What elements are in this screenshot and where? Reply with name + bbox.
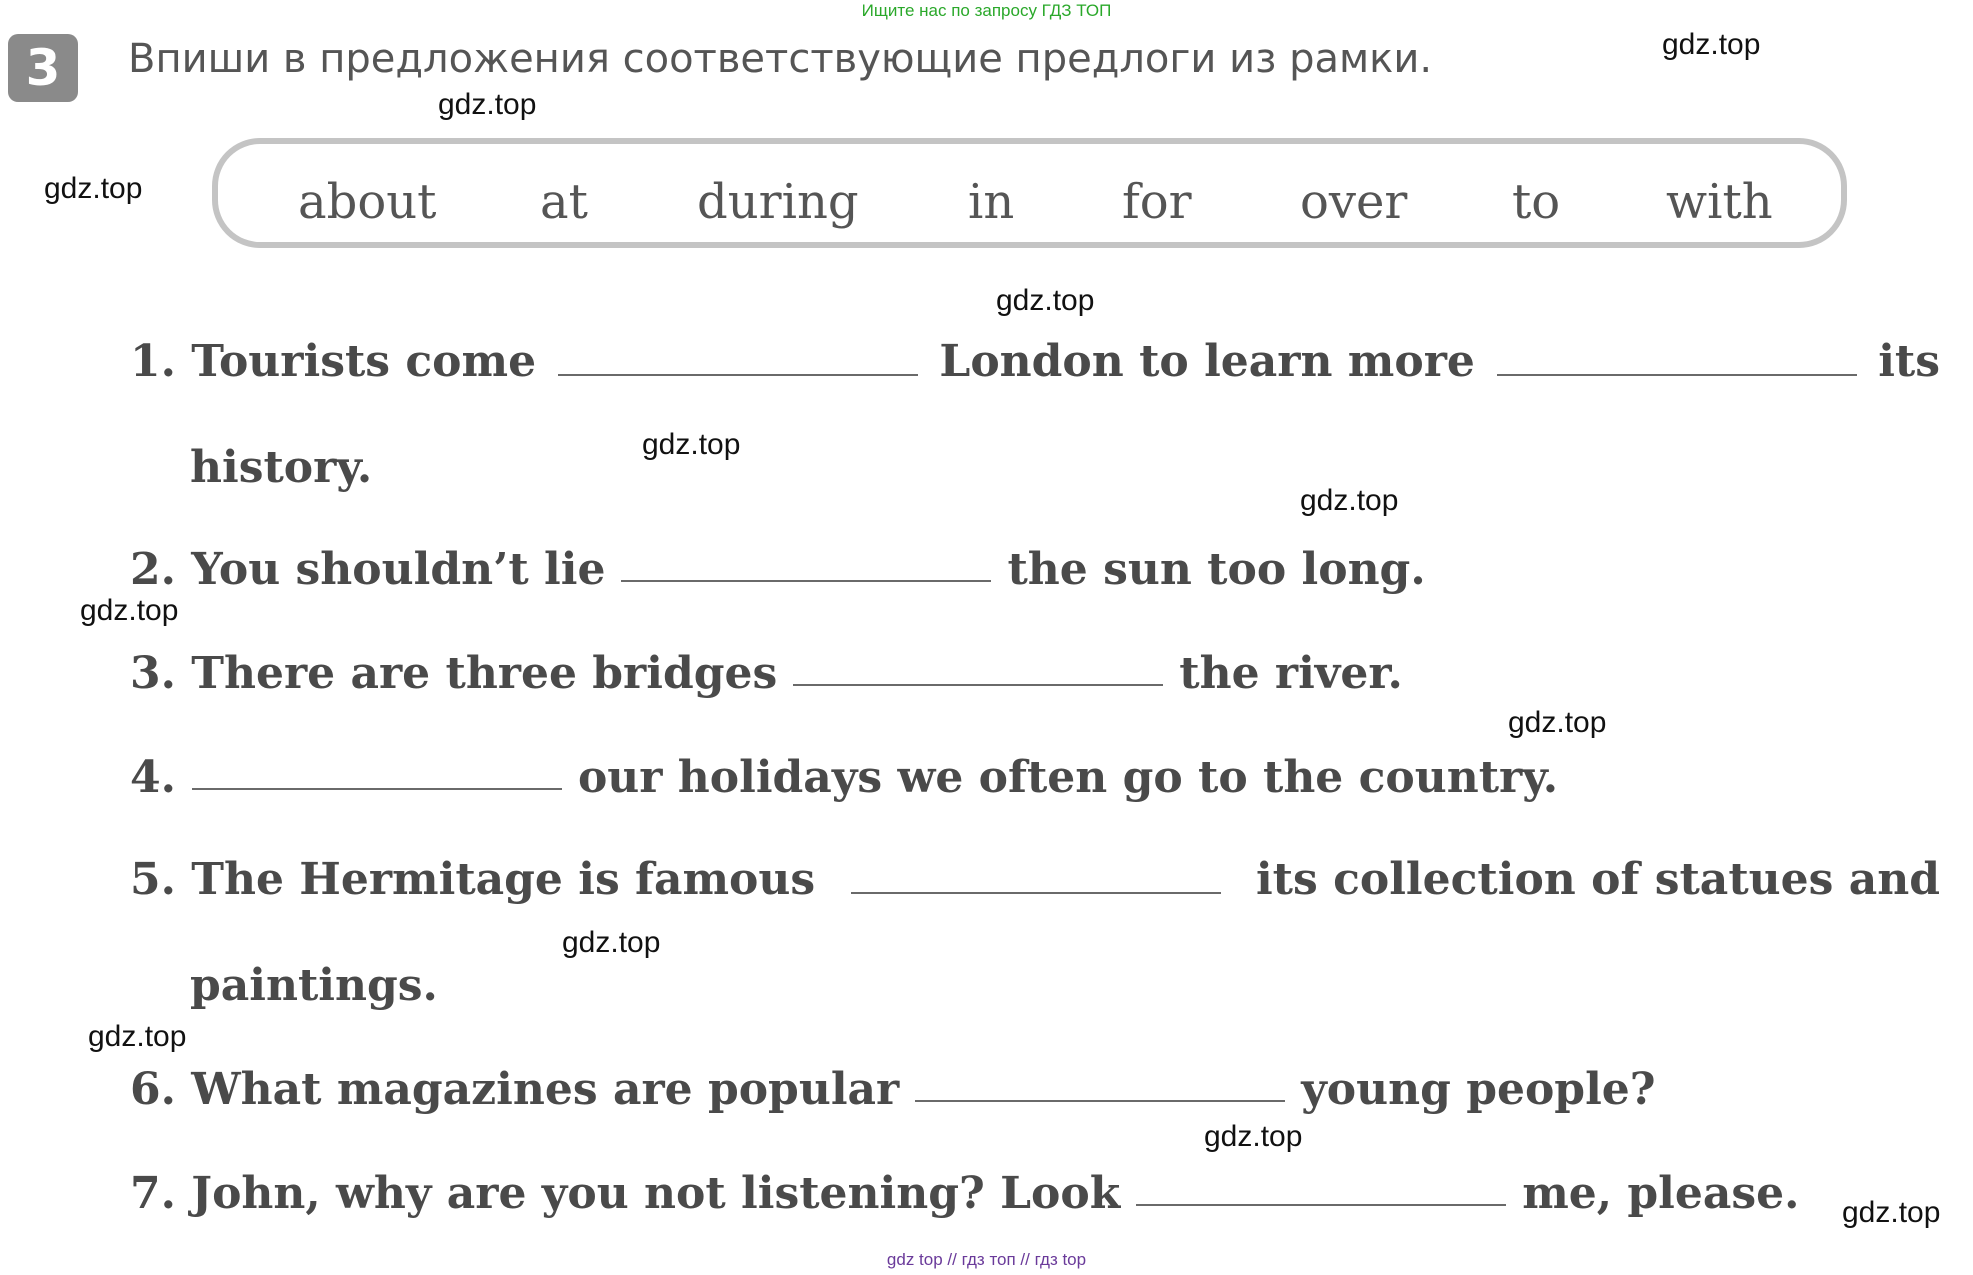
sentence-5-part-a: 5. The Hermitage is famous bbox=[130, 854, 816, 905]
sentence-4: 4. our holidays we often go to the country. bbox=[130, 752, 1559, 803]
word-to: to bbox=[1512, 174, 1561, 230]
word-at: at bbox=[540, 174, 588, 230]
watermark: gdz.top bbox=[80, 594, 179, 627]
watermark: gdz.top bbox=[1842, 1196, 1941, 1229]
watermark: gdz.top bbox=[44, 172, 143, 205]
watermark: gdz.top bbox=[1300, 484, 1399, 517]
sentence-7-part-b: me, please. bbox=[1522, 1168, 1800, 1219]
preposition-word-box bbox=[212, 138, 1847, 248]
sentence-7: 7. John, why are you not listening? Look me, please. bbox=[130, 1168, 1800, 1219]
sentence-4-part-b: our holidays we often go to the country. bbox=[577, 752, 1559, 803]
sentence-7-part-a: John, why are you not listening? Look bbox=[191, 1168, 1121, 1219]
watermark: gdz.top bbox=[438, 88, 537, 121]
word-with: with bbox=[1666, 174, 1773, 230]
sentence-1-part-a: 1. Tourists come bbox=[130, 336, 537, 387]
sentence-1-part-c: its bbox=[1878, 336, 1940, 387]
sentence-6: 6. What magazines are popular young people? bbox=[130, 1064, 1656, 1115]
sentence-3-part-a: There are three bridges bbox=[191, 648, 778, 699]
blank-2[interactable] bbox=[621, 580, 991, 582]
watermark: gdz.top bbox=[1662, 28, 1761, 61]
blank-5[interactable] bbox=[851, 892, 1221, 894]
search-banner[interactable]: Ищите нас по запросу ГДЗ ТОП bbox=[861, 1, 1112, 20]
word-in: in bbox=[968, 174, 1015, 230]
sentence-3-part-b: the river. bbox=[1179, 648, 1403, 699]
blank-1b[interactable] bbox=[1497, 374, 1857, 376]
watermark: gdz.top bbox=[642, 428, 741, 461]
sentence-6-part-a: What magazines are popular bbox=[191, 1064, 900, 1115]
exercise-number-badge: 3 bbox=[8, 34, 78, 102]
word-during: during bbox=[697, 174, 859, 230]
sentence-2: 2. You shouldn’t lie the sun too long. bbox=[130, 544, 1426, 595]
sentence-5-part-b: its collection of statues and bbox=[1255, 854, 1940, 905]
watermark: gdz.top bbox=[1204, 1120, 1303, 1153]
sentence-2-part-a: You shouldn’t lie bbox=[191, 544, 606, 595]
sentence-5 bbox=[130, 854, 1940, 905]
word-about: about bbox=[298, 174, 437, 230]
blank-4[interactable] bbox=[192, 788, 562, 790]
blank-1a[interactable] bbox=[558, 374, 918, 376]
footer-links[interactable]: gdz top // гдз топ // гдз top bbox=[886, 1250, 1087, 1269]
sentence-1 bbox=[130, 336, 1940, 387]
blank-7[interactable] bbox=[1136, 1204, 1506, 1206]
watermark: gdz.top bbox=[1508, 706, 1607, 739]
sentence-1-continuation: history. bbox=[190, 442, 373, 493]
blank-6[interactable] bbox=[915, 1100, 1285, 1102]
word-for: for bbox=[1122, 174, 1192, 230]
sentence-6-part-b: young people? bbox=[1301, 1064, 1656, 1115]
blank-3[interactable] bbox=[793, 684, 1163, 686]
sentence-1-part-b: London to learn more bbox=[939, 336, 1475, 387]
sentence-2-part-b: the sun too long. bbox=[1007, 544, 1426, 595]
sentence-3: 3. There are three bridges the river. bbox=[130, 648, 1403, 699]
sentence-5-continuation: paintings. bbox=[190, 960, 438, 1011]
exercise-instruction: Впиши в предложения соответствующие предлоги из рамки. bbox=[128, 36, 1433, 82]
watermark: gdz.top bbox=[562, 926, 661, 959]
word-over: over bbox=[1300, 174, 1408, 230]
watermark: gdz.top bbox=[996, 284, 1095, 317]
watermark: gdz.top bbox=[88, 1020, 187, 1053]
